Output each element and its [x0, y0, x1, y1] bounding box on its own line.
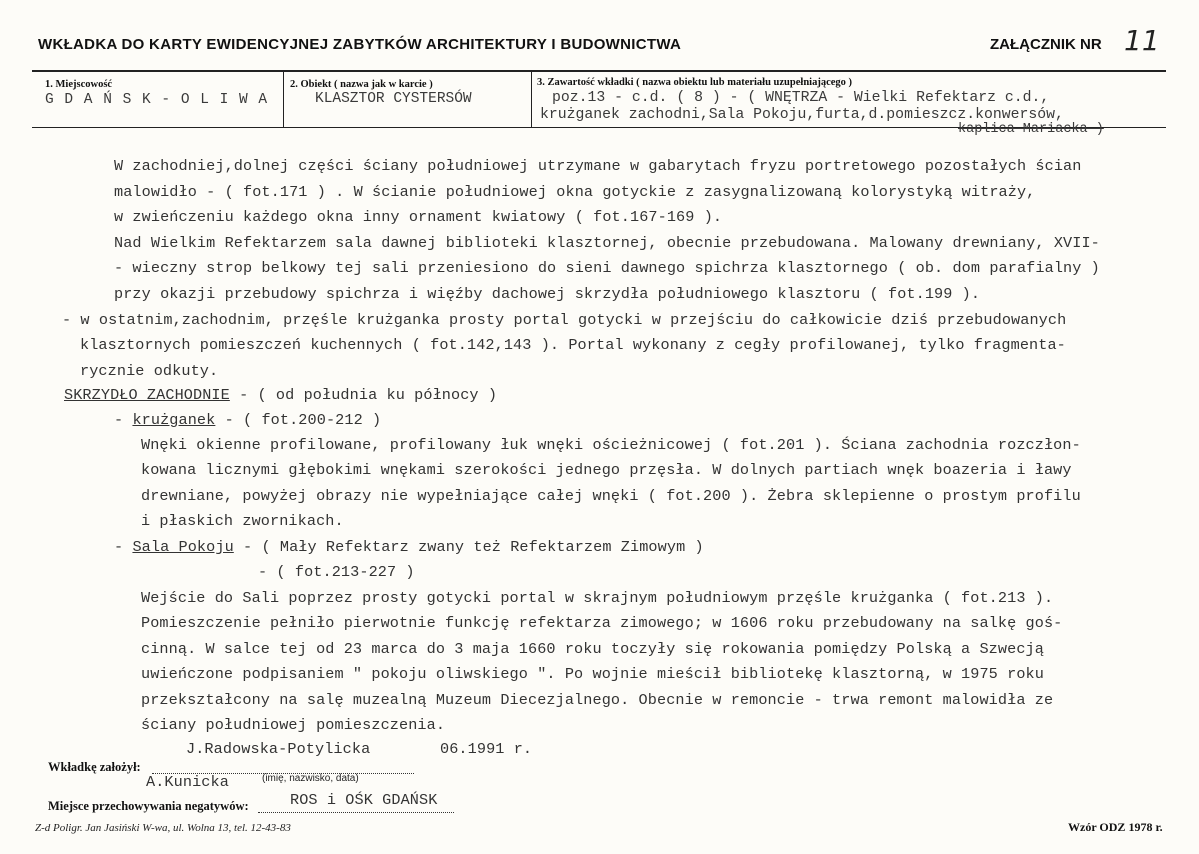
hall-description: - ( Mały Refektarz zwany też Refektarzem Zimowym ) [233, 538, 704, 556]
hall-line: Wejście do Sali poprzez prosty gotycki portal w skrajnym południowym przęśle krużganka ( fot.213 ). [141, 589, 1054, 607]
field-divider-2 [531, 72, 532, 127]
negatives-dotted-line [258, 812, 454, 813]
field-divider-1 [283, 72, 284, 127]
hall-line: cinną. W salce tej od 23 marca do 3 maja 1660 roku toczyły się rokowania pomiędzy Polską a Szwecją [141, 640, 1044, 658]
hall-line: ściany południowej pomieszczenia. [141, 716, 446, 734]
cloister-line: i płaskich zwornikach. [141, 512, 344, 530]
document-title: WKŁADKA DO KARTY EWIDENCYJNEJ ZABYTKÓW ARCHITEKTURY I BUDOWNICTWA [38, 36, 682, 53]
second-author: A.Kunicka [146, 773, 229, 791]
place-label: 1. Miejscowość [45, 79, 113, 90]
wing-heading-row [64, 386, 497, 404]
cloister-line: kowana licznymi głębokimi wnękami szerokości jednego przęsła. W dolnych partiach wnęk boazeria i ławy [141, 461, 1072, 479]
body-line: Nad Wielkim Refektarzem sala dawnej biblioteki klasztornej, obecnie przebudowana. Malowany drewniany, XVII- [114, 234, 1100, 252]
object-label: 2. Obiekt ( nazwa jak w karcie ) [290, 79, 433, 90]
hall-photos: - ( fot.213-227 ) [258, 563, 415, 581]
body-line: w zwieńczeniu każdego okna inny ornament kwiatowy ( fot.167-169 ). [114, 208, 723, 226]
negatives-label: Miejsce przechowywania negatywów: [48, 799, 249, 813]
hall-line: przekształcony na salę muzealną Muzeum Diecezjalnego. Obecnie w remoncie - trwa remont malowidła ze [141, 691, 1054, 709]
cloister-dash: - [114, 411, 133, 429]
content-label: 3. Zawartość wkładki ( nazwa obiektu lub materiału uzupełniającego ) [537, 77, 853, 88]
hall-heading: Sala Pokoju [132, 538, 234, 556]
cloister-heading: krużganek [132, 411, 216, 429]
wing-heading: SKRZYDŁO ZACHODNIE [64, 386, 230, 404]
content-line-1: poz.13 - c.d. ( 8 ) - ( WNĘTRZA - Wielki Refektarz c.d., [552, 90, 1050, 106]
body-line: przy okazji przebudowy spichrza i więźby dachowej skrzydła południowego klasztoru ( fot.199 ). [114, 285, 981, 303]
annex-number: 11 [1124, 24, 1160, 57]
cloister-line: Wnęki okienne profilowane, profilowany łuk wnęki ościeżnicowej ( fot.201 ). Ściana zachodnia rozczłon- [141, 436, 1081, 454]
date-typed: 06.1991 r. [440, 740, 533, 758]
hall-line: uwieńczone podpisaniem " pokoju oliwskiego ". Po wojnie mieścił bibliotekę klasztorną, w 1975 roku [141, 665, 1044, 683]
body-line: klasztornych pomieszczeń kuchennych ( fot.142,143 ). Portal wykonany z cegły profilowanej, tylko fragmenta- [80, 336, 1066, 354]
cloister-photos: - ( fot.200-212 ) [215, 411, 382, 429]
body-line: rycznie odkuty. [80, 362, 219, 380]
body-line: - w ostatnim,zachodnim, przęśle krużganka prosty portal gotycki w przejściu do całkowicie dziś przebudowanych [62, 311, 1067, 329]
cloister-line: drewniane, powyżej obrazy nie wypełniające całej wnęki ( fot.200 ). Żebra sklepienne o prostym profilu [141, 487, 1081, 505]
hall-dash: - [114, 538, 133, 556]
name-hint: (imię, nazwisko, data) [262, 773, 359, 784]
created-by-label: Wkładkę założył: [48, 760, 141, 774]
body-line: malowidło - ( fot.171 ) . W ścianie południowej okna gotyckie z zasygnalizowaną kolorystyką witraży, [114, 183, 1036, 201]
annex-label: ZAŁĄCZNIK NR [990, 36, 1102, 53]
place-value: G D A Ń S K - O L I W A [45, 92, 269, 108]
content-line-2: krużganek zachodni,Sala Pokoju,furta,d.pomieszcz.konwersów, [540, 107, 1064, 123]
content-line-3: kaplica Mariacka ) [958, 122, 1104, 137]
header-top-rule [32, 70, 1166, 72]
body-line: - wieczny strop belkowy tej sali przeniesiono do sieni dawnego spichrza klasztornego ( ob. dom parafialny ) [114, 259, 1100, 277]
author-typed: J.Radowska-Potylicka [186, 740, 371, 758]
template-info: Wzór ODZ 1978 r. [1068, 820, 1163, 834]
negatives-value: ROS i OŚK GDAŃSK [290, 791, 438, 809]
wing-direction: - ( od południa ku północy ) [229, 386, 498, 404]
hall-heading-row [114, 538, 704, 556]
hall-line: Pomieszczenie pełniło pierwotnie funkcję refektarza zimowego; w 1606 roku przebudowany na salkę goś- [141, 614, 1063, 632]
object-value: KLASZTOR CYSTERSÓW [315, 91, 472, 107]
printer-info: Z-d Poligr. Jan Jasiński W-wa, ul. Wolna 13, tel. 12-43-83 [35, 822, 291, 834]
body-line: W zachodniej,dolnej części ściany południowej utrzymane w gabarytach fryzu portretowego pozostałych ścian [114, 157, 1082, 175]
cloister-heading-row [114, 411, 381, 429]
